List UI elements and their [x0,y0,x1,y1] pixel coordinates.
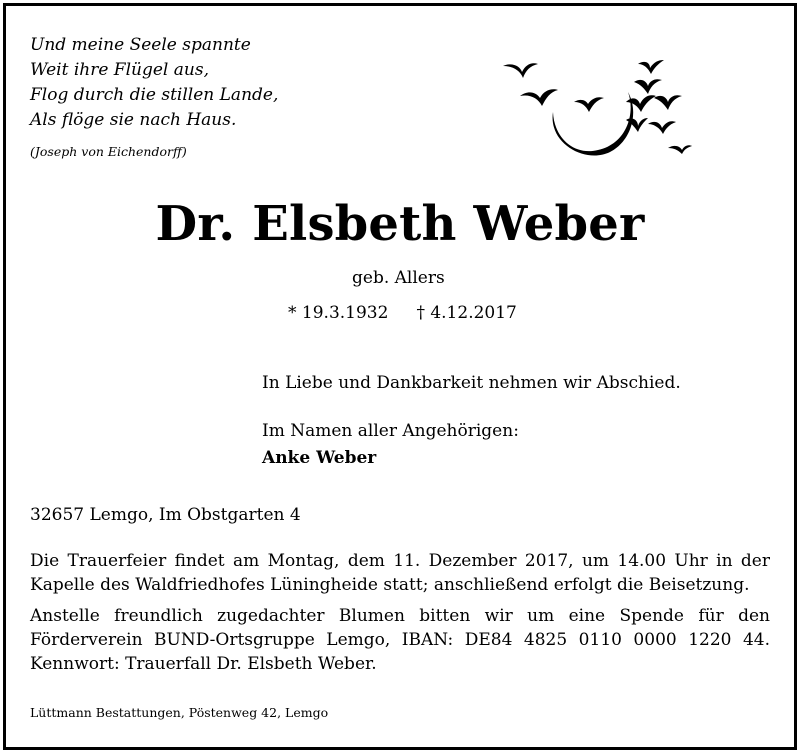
moon-with-birds-icon [498,52,698,167]
poem-line: Flog durch die stillen Lande, [30,85,279,105]
birth-date: * 19.3.1932 [288,303,389,323]
poem-line: Weit ihre Flügel aus, [30,60,209,80]
on-behalf-text: Im Namen aller Angehörigen: [262,421,519,441]
farewell-text: In Liebe und Dankbarkeit nehmen wir Abschied. [262,373,681,393]
deceased-name: Dr. Elsbeth Weber [155,196,645,252]
paragraph-line: Anstelle freundlich zugedachter Blumen bitten wir um eine Spende für den [30,606,770,626]
paragraph-line: Die Trauerfeier findet am Montag, dem 11. Dezember 2017, um 14.00 Uhr in der [30,551,770,571]
poem [30,33,278,133]
undertaker-info: Lüttmann Bestattungen, Pöstenweg 42, Lemgo [30,705,329,720]
poem-line: Als flöge sie nach Haus. [30,110,237,130]
signer-name: Anke Weber [262,448,377,468]
address: 32657 Lemgo, Im Obstgarten 4 [30,505,301,525]
paragraph-line: Förderverein BUND-Ortsgruppe Lemgo, IBAN: DE84 4825 0110 0000 1220 44. [30,630,770,650]
donation-paragraph [30,604,770,676]
paragraph-line: Kapelle des Waldfriedhofes Lüningheide statt; anschließend erfolgt die Beisetzung. [30,575,750,595]
birth-name: geb. Allers [352,268,445,288]
poem-line: Und meine Seele spannte [30,35,251,55]
poem-attribution: (Joseph von Eichendorff) [30,144,187,159]
life-dates [288,303,517,323]
funeral-paragraph [30,549,770,597]
paragraph-line: Kennwort: Trauerfall Dr. Elsbeth Weber. [30,654,377,674]
death-date: † 4.12.2017 [416,303,517,323]
